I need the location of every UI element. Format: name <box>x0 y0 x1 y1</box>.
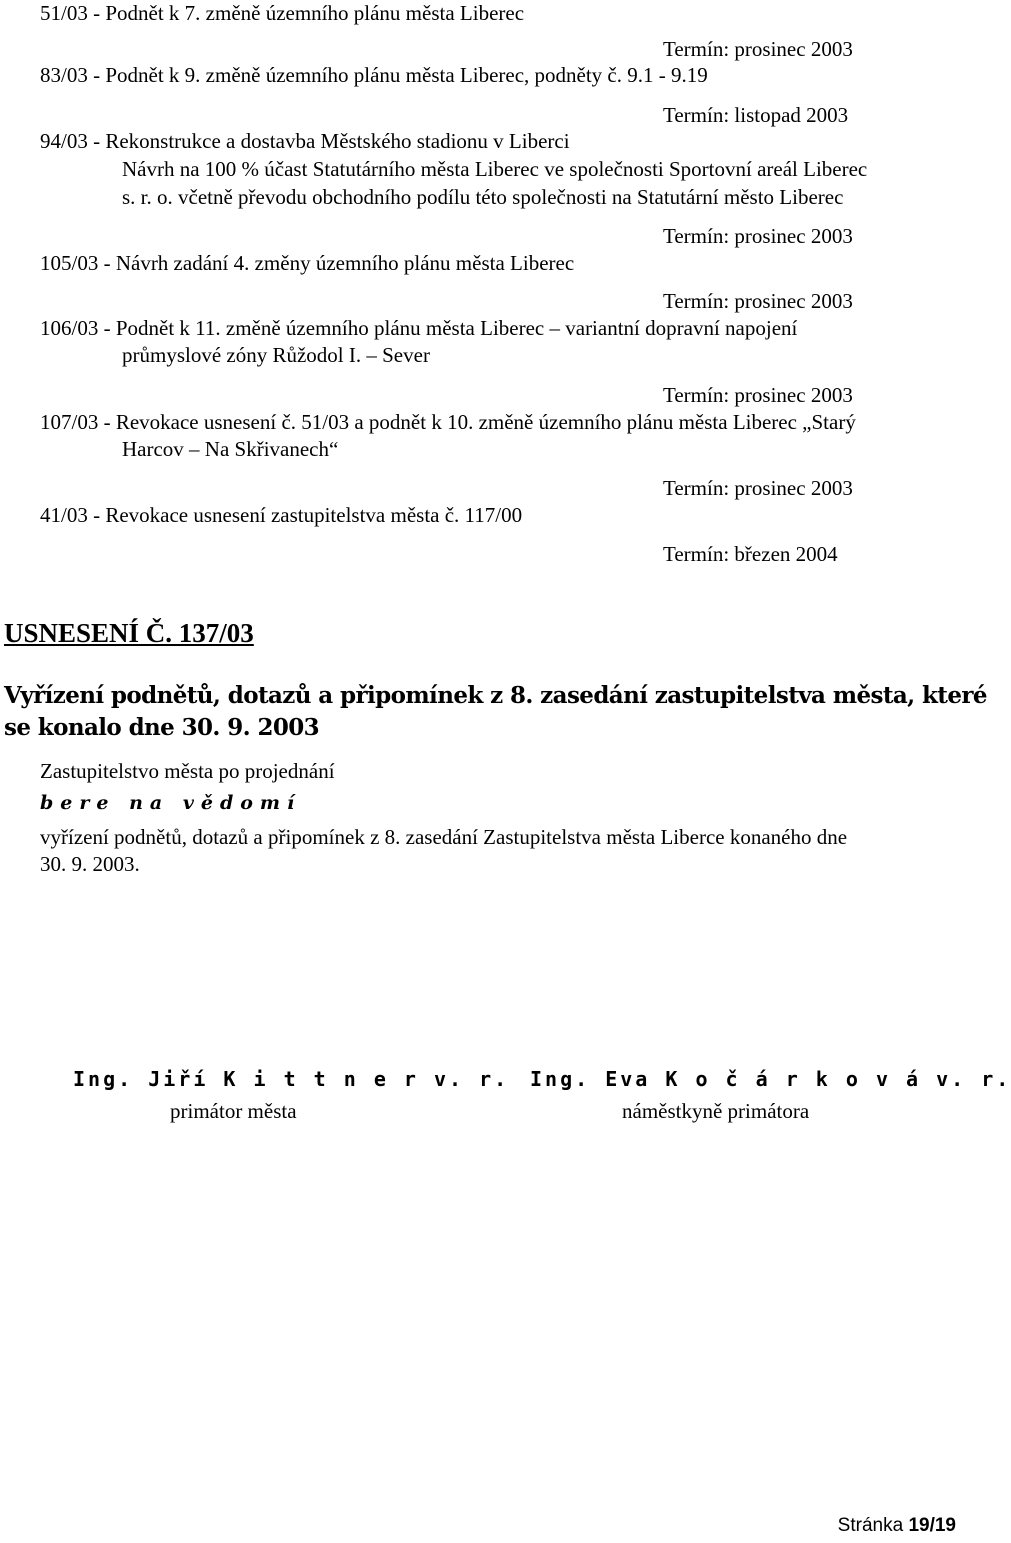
item-94-detail-line: s. r. o. včetně převodu obchodního podílu této společnosti na Statutární město Liberec <box>122 185 844 209</box>
item-105-title: 105/03 - Návrh zadání 4. změny územního plánu města Liberec <box>40 251 575 275</box>
item-51-deadline: Termín: prosinec 2003 <box>663 37 853 61</box>
resolution-decision: bere na vědomí <box>40 792 302 814</box>
item-107-title: 107/03 - Revokace usnesení č. 51/03 a podnět k 10. změně územního plánu města Liberec „Starý <box>40 410 856 434</box>
item-106-title: 106/03 - Podnět k 11. změně územního plánu města Liberec – variantní dopravní napojení <box>40 316 798 340</box>
item-41-deadline: Termín: březen 2004 <box>663 542 838 566</box>
item-51-title: 51/03 - Podnět k 7. změně územního plánu města Liberec <box>40 1 525 25</box>
signature-left-role: primátor města <box>170 1099 297 1123</box>
item-107-deadline: Termín: prosinec 2003 <box>663 476 853 500</box>
resolution-intro: Zastupitelstvo města po projednání <box>40 759 335 783</box>
item-106-detail-line: průmyslové zóny Růžodol I. – Sever <box>122 343 430 367</box>
item-106-deadline: Termín: prosinec 2003 <box>663 383 853 407</box>
signature-left-name: Ing. Jiří K i t t n e r v. r. <box>73 1067 510 1091</box>
resolution-subject-line: se konalo dne 30. 9. 2003 <box>4 714 320 741</box>
footer-page-total: /19 <box>929 1515 956 1536</box>
item-107-detail-line: Harcov – Na Skřivanech“ <box>122 437 339 461</box>
footer-label: Stránka <box>837 1515 909 1536</box>
resolution-body-line: 30. 9. 2003. <box>40 852 140 876</box>
item-83-deadline: Termín: listopad 2003 <box>663 103 849 127</box>
signature-right-name: Ing. Eva K o č á r k o v á v. r. <box>530 1067 1011 1091</box>
item-94-detail-line: Návrh na 100 % účast Statutárního města Liberec ve společnosti Sportovní areál Liberec <box>122 157 868 181</box>
resolution-heading: USNESENÍ Č. 137/03 <box>4 618 254 648</box>
signature-right-role: náměstkyně primátora <box>622 1099 810 1123</box>
resolution-subject-line: Vyřízení podnětů, dotazů a připomínek z 8. zasedání zastupitelstva města, které <box>4 682 987 709</box>
item-94-deadline: Termín: prosinec 2003 <box>663 224 853 248</box>
item-105-deadline: Termín: prosinec 2003 <box>663 289 853 313</box>
page-footer <box>838 1512 956 1539</box>
item-41-title: 41/03 - Revokace usnesení zastupitelstva města č. 117/00 <box>40 503 523 527</box>
footer-page-number: 19 <box>908 1515 930 1536</box>
item-83-title: 83/03 - Podnět k 9. změně územního plánu města Liberec, podněty č. 9.1 - 9.19 <box>40 63 708 87</box>
resolution-body-line: vyřízení podnětů, dotazů a připomínek z 8. zasedání Zastupitelstva města Liberce konaného dne <box>40 825 848 849</box>
item-94-title: 94/03 - Rekonstrukce a dostavba Městského stadionu v Liberci <box>40 129 570 153</box>
